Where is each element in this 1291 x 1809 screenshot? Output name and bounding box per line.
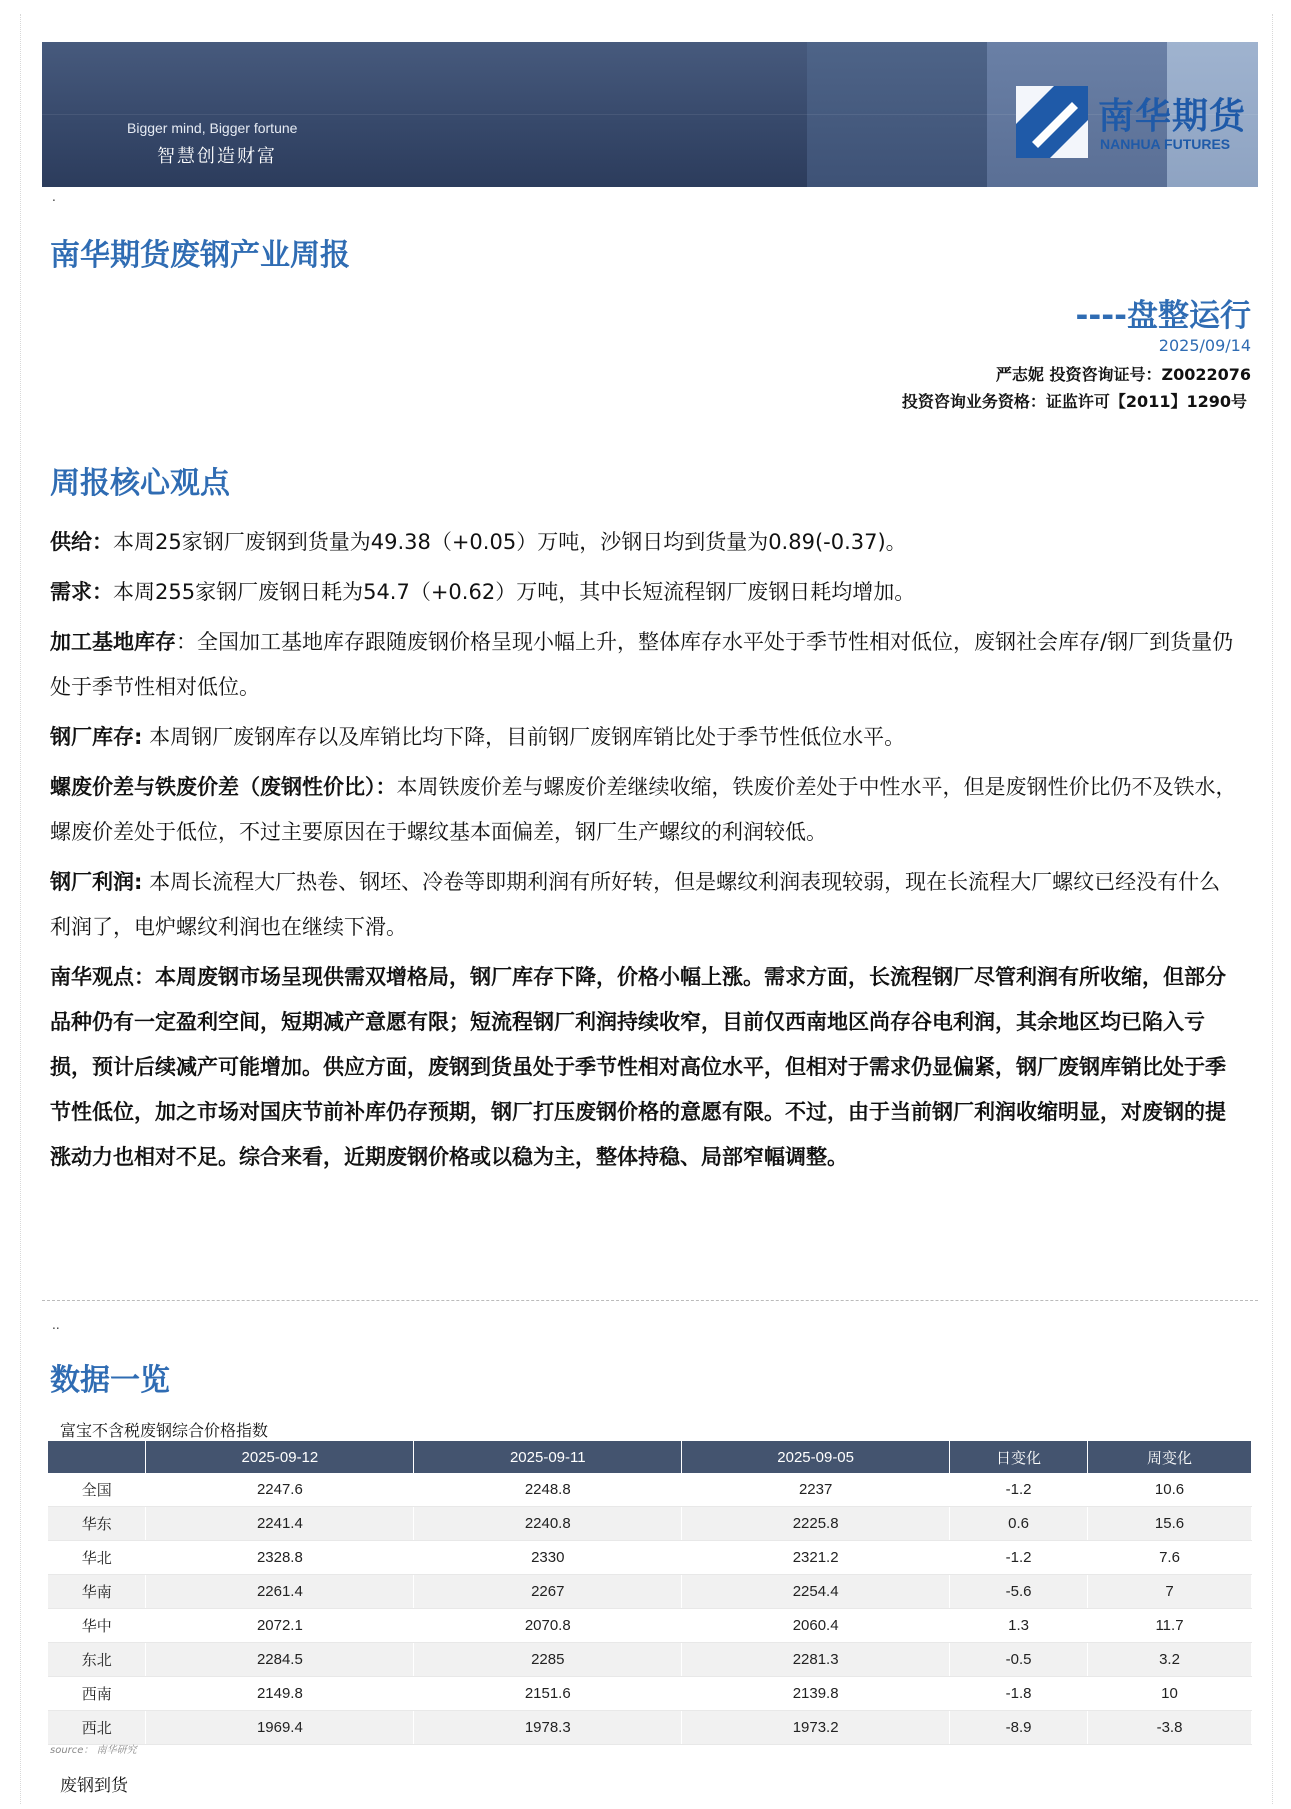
table-cell: 华北: [48, 1541, 146, 1575]
table-cell: 2321.2: [682, 1541, 950, 1575]
data-overview-heading: 数据一览: [50, 1363, 170, 1398]
table-cell: 2248.8: [414, 1473, 682, 1507]
table-cell: 2281.3: [682, 1643, 950, 1677]
table-cell: -3.8: [1088, 1711, 1252, 1745]
table-header-row: [48, 1441, 1252, 1473]
section-divider: [42, 1300, 1258, 1301]
column-header: 日变化: [950, 1441, 1088, 1473]
table-cell: 2149.8: [146, 1677, 414, 1711]
view-item: 加工基地库存：全国加工基地库存跟随废钢价格呈现小幅上升，整体库存水平处于季节性相对低位，废钢社会库存/钢厂到货量仍处于季节性相对低位。: [50, 630, 1234, 699]
table-cell: 10.6: [1088, 1473, 1252, 1507]
table-cell: -0.5: [950, 1643, 1088, 1677]
price-index-table: [48, 1441, 1252, 1745]
table-cell: 2330: [414, 1541, 682, 1575]
view-item: 需求：本周255家钢厂废钢日耗为54.7（+0.62）万吨，其中长短流程钢厂废钢日耗均增加。: [50, 580, 916, 604]
core-views-list: [50, 520, 1240, 1185]
banner-tagline-cn: 智慧创造财富: [157, 146, 277, 167]
table-cell: 2267: [414, 1575, 682, 1609]
license-info: 投资咨询业务资格：证监许可【2011】1290号: [901, 392, 1247, 411]
author-info: 严志妮 投资咨询证号：Z0022076: [995, 365, 1251, 384]
table-cell: 西北: [48, 1711, 146, 1745]
table-cell: 1978.3: [414, 1711, 682, 1745]
table-row: [48, 1643, 1252, 1677]
table-cell: 15.6: [1088, 1507, 1252, 1541]
table-row: [48, 1575, 1252, 1609]
table-cell: 全国: [48, 1473, 146, 1507]
view-item: 螺废价差与铁废价差（废钢性价比）：本周铁废价差与螺废价差继续收缩，铁废价差处于中性水平，但是废钢性价比仍不及铁水，螺废价差处于低位，不过主要原因在于螺纹基本面偏差，钢厂生产螺纹的利润较低。: [50, 775, 1237, 844]
table-cell: 2237: [682, 1473, 950, 1507]
table-row: [48, 1711, 1252, 1745]
table-cell: 2261.4: [146, 1575, 414, 1609]
column-header: [48, 1441, 146, 1473]
table-cell: 2285: [414, 1643, 682, 1677]
table-cell: 2060.4: [682, 1609, 950, 1643]
table-source: source： 南华研究: [50, 1745, 137, 1756]
nanhua-logo: [1014, 84, 1254, 160]
stray-mark: ..: [52, 1318, 60, 1332]
table-cell: 华东: [48, 1507, 146, 1541]
table-caption: 富宝不含税废钢综合价格指数: [60, 1421, 269, 1440]
view-item: 钢厂库存: 本周钢厂废钢库存以及库销比均下降，目前钢厂废钢库销比处于季节性低位水平。: [50, 725, 906, 749]
table-row: [48, 1541, 1252, 1575]
banner-tagline-en: Bigger mind, Bigger fortune: [127, 120, 298, 136]
table-cell: -1.2: [950, 1541, 1088, 1575]
column-header: 2025-09-12: [146, 1441, 414, 1473]
table-cell: 西南: [48, 1677, 146, 1711]
table-cell: 0.6: [950, 1507, 1088, 1541]
table-cell: 7: [1088, 1575, 1252, 1609]
nanhua-logo-icon: [1014, 84, 1090, 160]
report-subtitle: ----盘整运行: [1075, 298, 1251, 334]
table-cell: 7.6: [1088, 1541, 1252, 1575]
column-header: 2025-09-11: [414, 1441, 682, 1473]
table-cell: 2072.1: [146, 1609, 414, 1643]
table-cell: -1.8: [950, 1677, 1088, 1711]
table-cell: 10: [1088, 1677, 1252, 1711]
table-cell: 2284.5: [146, 1643, 414, 1677]
table-cell: 2225.8: [682, 1507, 950, 1541]
column-header: 周变化: [1088, 1441, 1252, 1473]
report-date: 2025/09/14: [1158, 336, 1251, 355]
table-cell: 2151.6: [414, 1677, 682, 1711]
table-row: [48, 1473, 1252, 1507]
table-cell: 2240.8: [414, 1507, 682, 1541]
table-cell: 1973.2: [682, 1711, 950, 1745]
report-title: 南华期货废钢产业周报: [50, 238, 350, 273]
table-cell: -1.2: [950, 1473, 1088, 1507]
logo-text-cn: 南华期货: [1098, 96, 1247, 137]
table-cell: 2254.4: [682, 1575, 950, 1609]
table-cell: -8.9: [950, 1711, 1088, 1745]
table-cell: 华南: [48, 1575, 146, 1609]
table-cell: 东北: [48, 1643, 146, 1677]
table-cell: 11.7: [1088, 1609, 1252, 1643]
view-item: 钢厂利润: 本周长流程大厂热卷、钢坯、冷卷等即期利润有所好转，但是螺纹利润表现较弱，现在长流程大厂螺纹已经没有什么利润了，电炉螺纹利润也在继续下滑。: [50, 870, 1221, 939]
table-row: [48, 1507, 1252, 1541]
table-cell: 1.3: [950, 1609, 1088, 1643]
nanhua-summary: 南华观点：本周废钢市场呈现供需双增格局，钢厂库存下降，价格小幅上涨。需求方面，长流程钢厂尽管利润有所收缩，但部分品种仍有一定盈利空间，短期减产意愿有限；短流程钢厂利润持续收窄，目前仅西南地区尚存谷电利润，其余地区均已陷入亏损，预计后续减产可能增加。供应方面，废钢到货虽处于季节性相对高位水平，但相对于需求仍显偏紧，钢厂废钢库销比处于季节性低位，加之市场对国庆节前补库仍存预期，钢厂打压废钢价格的意愿有限。不过，由于当前钢厂利润收缩明显，对废钢的提涨动力也相对不足。综合来看，近期废钢价格或以稳为主，整体持稳、局部窄幅调整。: [50, 965, 1226, 1169]
header-banner: [42, 42, 1258, 187]
table-row: [48, 1609, 1252, 1643]
table-row: [48, 1677, 1252, 1711]
next-section-caption: 废钢到货: [60, 1776, 128, 1796]
stray-mark: .: [52, 190, 56, 204]
logo-text-en: NANHUA FUTURES: [1100, 136, 1231, 152]
table-cell: 1969.4: [146, 1711, 414, 1745]
column-header: 2025-09-05: [682, 1441, 950, 1473]
table-cell: 2241.4: [146, 1507, 414, 1541]
table-cell: 华中: [48, 1609, 146, 1643]
core-views-heading: 周报核心观点: [50, 466, 230, 501]
view-item: 供给：本周25家钢厂废钢到货量为49.38（+0.05）万吨，沙钢日均到货量为0.89(-0.37)。: [50, 530, 907, 554]
table-cell: 2247.6: [146, 1473, 414, 1507]
table-cell: -5.6: [950, 1575, 1088, 1609]
table-cell: 2328.8: [146, 1541, 414, 1575]
table-cell: 3.2: [1088, 1643, 1252, 1677]
table-cell: 2139.8: [682, 1677, 950, 1711]
table-cell: 2070.8: [414, 1609, 682, 1643]
